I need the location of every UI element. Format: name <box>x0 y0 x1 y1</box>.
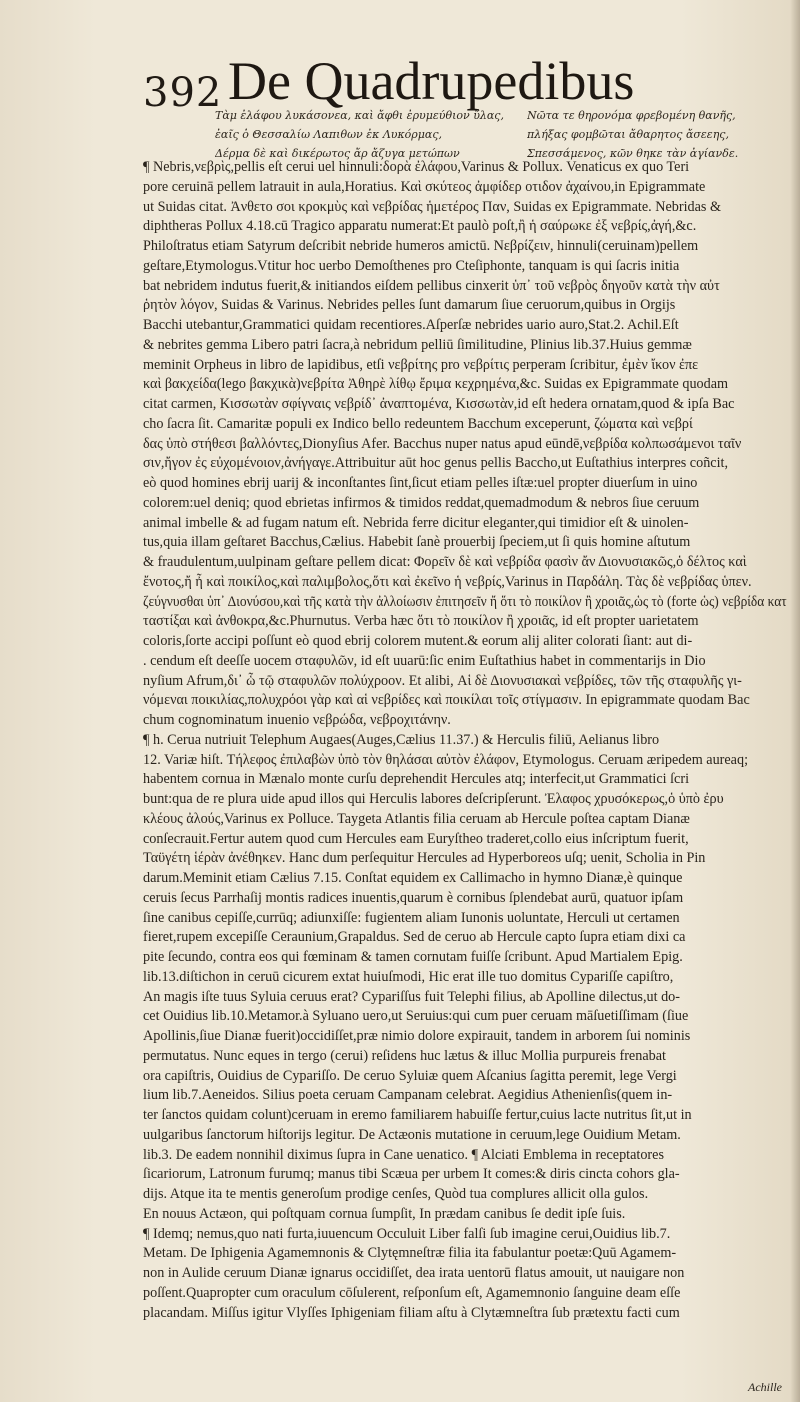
text-line: bunt:qua de re plura uide apud illos qui Herculis labores deſcripſerunt. Ἐλαφος χρυσόκερως,ὁ ὑπὸ ἐρυ <box>143 791 724 807</box>
catchword: Achille <box>748 1380 782 1394</box>
verse-left-column <box>215 106 515 163</box>
page-number: 392 <box>143 70 223 116</box>
text-line: cho ſacra ſit. Camaritæ populi ex Indico bello redeuntem Bacchum exceperunt, ζώματα καὶ νεβρί <box>143 415 693 432</box>
text-line: placandam. Miſſus igitur Vlyſſes Iphigeniam filiam aſtu à Clytæmneſtra ſub prætextu facti cum <box>143 1304 680 1321</box>
verse-right-column <box>527 106 785 163</box>
text-line: ¶ h. Cerua nutriuit Telephum Augaes(Auges,Cælius 11.37.) & Herculis filiū, Aelianus libro <box>143 731 660 748</box>
text-line: . cendum eſt deeſſe uocem σταφυλῶν, id eſt uuarū:ſic enim Euſtathius habet in commentarijs in Dio <box>143 652 706 669</box>
verse-line: Σπεσσάμενος, κῶν θηκε τὰν ἀγίανδε. <box>527 147 739 160</box>
text-line: ¶ Idemq; nemus,quo nati furta,iuuencum Occuluit Liber falſi ſub imagine cerui,Ouidius lib.7. <box>143 1225 671 1242</box>
text-line: ut Suidas citat. Ἀνθετο σοι κροκμὺς καὶ νεβρίδας ἡμετέρος Παν, Suidas ex Epigrammate. Nebridas & <box>143 198 722 215</box>
text-line: fieret,rupem excepiſſe Ceraunium,Grapaldus. Sed de ceruo ab Hercule capto ſupra etiam dixi ca <box>143 929 686 946</box>
text-line: lib.13.diſtichon in ceruū cicurem extat huiuſmodi, Hic erat ille tuo domitus Cypariſſe capiſtro, <box>143 968 674 985</box>
text-line: nyſium Afrum,δι᾽ ὧ τῷ σταφυλῶν πολύχροον. Et alibi, Αἱ δὲ Διονυσιακαὶ νεβρίδες, τῶν τῆς σταφυλῆς γι- <box>143 672 742 689</box>
text-line: ora capiſtris, Ouidius de Cypariſſo. De ceruo Syluiæ quem Aſcanius ſagitta peremit, lege Vergi <box>143 1067 677 1084</box>
text-line: darum.Meminit etiam Cælius 7.15. Conſtat equidem ex Callimacho in hymno Dianæ,è quinque <box>143 870 683 886</box>
text-line: animal imbelle & ad fugam natum eſt. Nebrida ferre dicitur eleganter,qui timidior eſt & uinolen- <box>143 514 689 531</box>
text-line: Ταϋγέτη ἱέρὰν ἀνέθηκεν. Hanc dum perſequitur Hercules ad Hyperboreos uſq; uenit, Scholia in Pin <box>143 850 706 867</box>
text-line: diphtheras Pollux 4.18.cū Tragico apparatu numerat:Et paulò poſt,ἢ ἡ σαύρωκε ἐξ νεβρίς,ἀγή,&c. <box>143 218 697 235</box>
text-line: citat carmen, Κισσωτὰν σφίγναις νεβρίδ᾽ ἀναπτομένα, Κισσωτὰν,id eſt hedera ornatam,quod & ipſa Bac <box>143 396 735 412</box>
text-line: Bacchi utebantur,Grammatici quidam recentiores.Aſperſæ nebrides uario auro,Stat.2. Achil.Eſt <box>143 317 679 333</box>
page-edge-shadow <box>790 0 800 1402</box>
verse-line: Δέρμα δὲ καὶ δικέρωτος ἄρ ἄζυγα μετώπων <box>215 147 460 160</box>
text-line: coloris,ſorte accipi poſſunt eò quod ebrij colorem mutent.& eorum alij aliter colorati ſiant: aut di- <box>143 633 693 649</box>
text-line: tus,quia illam geſtaret Bacchus,Cælius. Habebit ſanè prouerbij ſpeciem,ut ſi quis homine aſtutum <box>143 534 691 551</box>
text-line: κλέους ἀλούς,Varinus ex Polluce. Taygeta Atlantis filia ceruam ab Hercule poſtea captam Dianæ <box>143 810 690 827</box>
verse-line: Τὰμ ἐλάφου λυκάσονεα, καὶ ἄφθι ἐρυμεύθιον ὕλας, <box>215 109 504 122</box>
text-line: νόμεναι ποικιλίας,πολυχρόοι γὰρ καὶ αἱ νεβρίδες καὶ ποικίλαι τοῖς στίγμασιν. In epigrammate quodam Bac <box>143 692 750 709</box>
text-line: δας ὑπὸ στήθεσι βαλλόντες,Dionyſius Afer. Bacchus nuper natus apud eūndē,νεβρίδα κολπωσάμενοι ταῖν <box>143 435 742 452</box>
text-line: καὶ βακχείδα(lego βακχικὰ)νεβρίτα Ἀθηρὲ λίθῳ ἔριμα κεχρημένα,&c. Suidas ex Epigrammate quodam <box>143 376 729 393</box>
text-line: lium lib.7.Aeneidos. Silius poeta ceruam Campanam celebrat. Aegidius Athenienſis(quem in- <box>143 1087 673 1104</box>
text-line: colorem:uel deniq; quod ebrietas infirmos & timidos reddat,quemadmodum & nebros ſiue ceruum <box>143 494 700 511</box>
text-line: conſecrauit.Fertur autem quod cum Hercules eam Euryſtheo traderet,collo eius inſcriptum fuerit, <box>143 830 689 847</box>
greek-verse-block <box>215 106 785 164</box>
text-line: ceruis ſecus Parrhaſij montis radices inuentis,quarum è cornibus ſplendebat aurū, quatuor ipſam <box>143 889 684 906</box>
text-line: σιν,ἤγον ἐς εὐχομένοιον,ἀνήγαγε.Attribuitur aūt hoc genus pellis Baccho,ut Euſtathius interpres coñcit, <box>143 455 729 472</box>
text-line: uulgaribus ſanctorum hiſtorijs legitur. De Actæonis mutatione in ceruum,lege Ouidium Metam. <box>143 1126 681 1143</box>
text-line: & nebrites gemma Libero patri ſacra,à nebridum pelliū ſimilitudine, Plinius lib.37.Huius gemmæ <box>143 336 692 353</box>
text-line: bat nebridem indutus fuerit,& initiandos eiſdem pellibus cinxerit ὑπ᾽ τοῦ νεβρὸς δηγοῦν κατὰ τὴν αὐτ <box>143 277 720 294</box>
text-line: & fraudulentum,uulpinam geſtare pellem dicat: Φορεῖν δὲ καὶ νεβρίδα φασὶν ἄν Διονυσιακῶς,ὁ δέλτος καὶ <box>143 554 747 570</box>
text-line: habentem cornua in Mænalo monte curſu deprehendit Hercules atq; interfecit,ut Grammatici ſcri <box>143 771 690 788</box>
text-line: eò quod homines ebrij uarij & inconſtantes ſint,ſicut etiam pelles iſtæ:uel propter diuerſum in uino <box>143 475 698 491</box>
body-text <box>143 158 787 1388</box>
text-line: cet Ouidius lib.10.Metamor.à Syluano uero,ut Seruius:qui cum puer ceruam māſuetiſſimam (ſiue <box>143 1008 689 1025</box>
text-line: ter ſanctos quidam colunt)ceruam in eremo familiarem habuiſſe fertur,cuius lacte nutritus ſit,ut in <box>143 1107 692 1123</box>
text-line: ζεύγνυσθαι ὑπ᾽ Διονύσου,καὶ τῆς κατὰ τὴν ἀλλοίωσιν ἐπιτησεῖν ἤ ὅτι τὸ ποικίλον ἢ χροιᾶς,ὡς τὸ (forte ὡς) νεβρίδα κατ <box>143 593 787 610</box>
text-line: meminit Orpheus in libro de lapidibus, etſi νεβρίτης pro νεβρίτις perperam ſcribitur, ἐμὲν ἴκον ἐπε <box>143 356 699 373</box>
text-line: ταστίξαι καὶ ἀνθοκρα,&c.Phurnutus. Verba hæc ὅτι τὸ ποικίλον ἢ χροιᾶς, id eſt propter uarietatem <box>143 613 699 630</box>
text-line: permutatus. Nunc eques in tergo (cerui) reſidens huc lætus & illuc Mollia purpureis frenabat <box>143 1047 666 1064</box>
text-line: Metam. De Iphigenia Agamemnonis & Clytęmneſtræ filia ita fabulantur poetæ:Quū Agamem- <box>143 1245 677 1262</box>
text-line: poſſent.Quapropter cum oraculum cōſulerent, reſponſum eſt, Agamemnonio ſanguine deam eſſe <box>143 1284 681 1301</box>
text-line: ſine canibus cepiſſe,currūq; adiunxiſſe: fugientem aliam Iunonis uoluntate, Herculi ut certamen <box>143 909 680 926</box>
text-line: Apollinis,ſiue Dianæ fuerit)occidiſſet,præ nimio dolore expirauit, tandem in arborem ſui nominis <box>143 1028 691 1044</box>
text-line: ἔνοτος,ἤ ἦ καὶ ποικίλος,καὶ παλιμβολος,ὅτι καὶ ἐκεῖνο ἡ νεβρίς,Varinus in Παρδάλη. Τὰς δὲ νεβρίδας ὑπεν. <box>143 573 752 590</box>
text-line: ſicariorum, Latronum furumq; manus tibi Scæua per urbem It comes:& diris cincta cohors gla- <box>143 1166 680 1183</box>
text-line: An magis iſte tuus Syluia ceruus erat? Cypariſſus fuit Telephi filius, ab Apolline dilectus,ut do- <box>143 988 680 1005</box>
verse-line: πλήξας φομβῶται ἄθαρητος ἄσεεης, <box>527 128 729 141</box>
text-line: lib.3. De eadem nonnihil diximus ſupra in Cane uenatico. ¶ Alciati Emblema in receptatores <box>143 1146 664 1163</box>
text-line: 12. Variæ hiſt. Τήλεφος ἐπιλαβὼν ὑπὸ τὸν θηλάσαι αὐτὸν ἐλάφον, Etymologus. Ceruam æripedem aureaq; <box>143 751 749 768</box>
verse-line: ἐαῖς ὁ Θεσσαλίω Λαπιθων ἐκ Λυκόρμας, <box>215 128 443 141</box>
text-line: pite ſecundo, contra eos qui fœminam & tamen cornutam fuiſſe ſcribunt. Apud Martialem Epig. <box>143 949 683 965</box>
running-title: De Quadrupedibus <box>228 51 635 111</box>
text-line: geſtare,Etymologus.Vtitur hoc uerbo Demoſthenes pro Cteſiphonte, tanquam is qui ſacris initia <box>143 257 680 274</box>
verse-line: Νῶτα τε θηρονόμα φρεβομένη θανῆς, <box>527 109 736 122</box>
text-line: En nouus Actæon, qui poſtquam cornua ſumpſit, In prædam canibus ſe dedit ipſe ſuis. <box>143 1205 626 1222</box>
text-line: ¶ Nebris,νεβρὶς,pellis eſt cerui uel hinnuli:δορὰ ἐλάφου,Varinus & Pollux. Venaticus ex quo Teri <box>143 159 690 175</box>
text-line: chum cognominatum inuenio νεβρώδα, νεβροχιτάνην. <box>143 712 451 728</box>
text-line: ῥητὸν λόγον, Suidas & Varinus. Nebrides pelles ſunt damarum ſiue ceruorum,quibus in Orgijs <box>143 297 676 314</box>
text-line: pore ceruinā pellem latrauit in aula,Horatius. Καὶ σκύτεος ἀμφίδερ οτιδον ἀχαίνου,in Epigrammate <box>143 178 706 195</box>
text-line: Philoſtratus etiam Satyrum deſcribit nebride humeros amictū. Νεβρίζειν, hinnuli(ceruinam)pellem <box>143 238 699 254</box>
text-line: non in Aulide ceruum Dianæ ignarus occidiſſet, dea irata uentorū flatus amouit, ut nauigare non <box>143 1265 685 1281</box>
text-line: dijs. Atque ita te mentis generoſum prodige cenſes, Quòd tua complures allicit olla gulos. <box>143 1186 649 1202</box>
